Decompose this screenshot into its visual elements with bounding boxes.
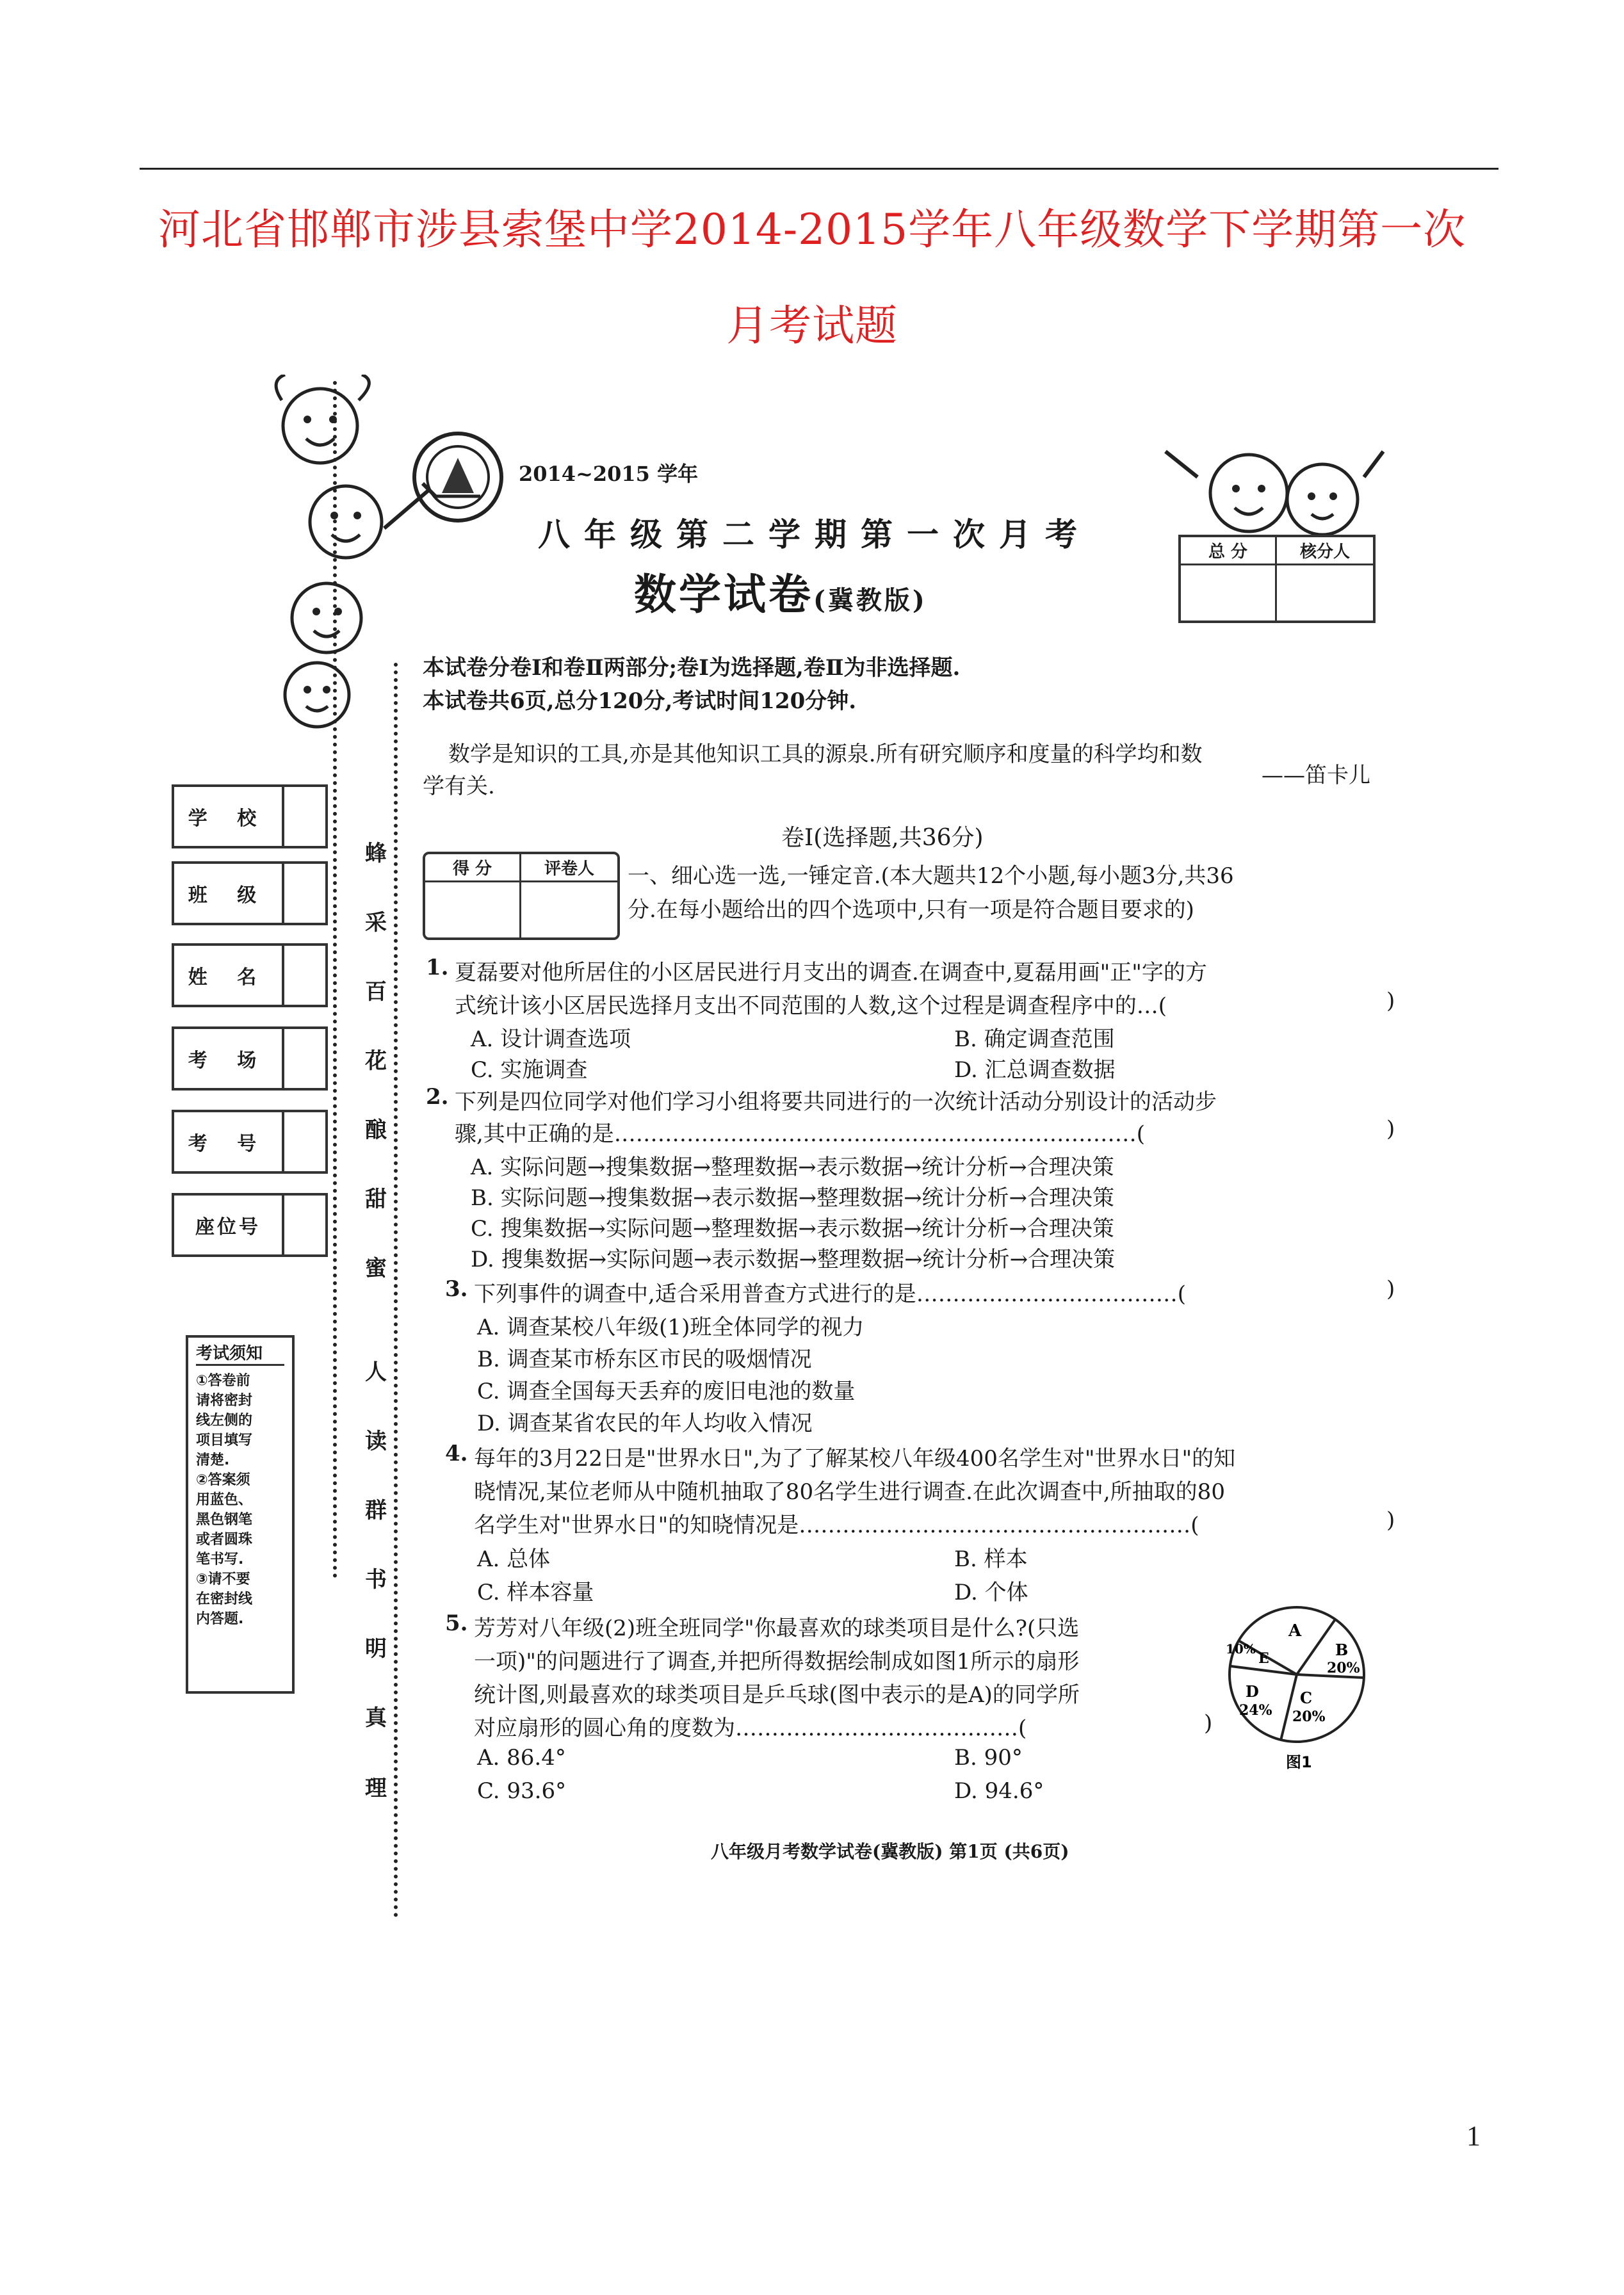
question-text-line: 晓情况,某位老师从中随机抽取了80名学生进行调查.在此次调查中,所抽取的80 [474, 1479, 1225, 1505]
margin-char: 读 [365, 1429, 387, 1454]
question-text-line: 统计图,则最喜欢的球类项目是乒乓球(图中表示的是A)的同学所 [474, 1682, 1080, 1708]
field-label-exam-number: 考 号 [172, 1110, 284, 1174]
exam-title-text: 数学试卷 [634, 569, 813, 619]
question-text-line: 每年的3月22日是"世界水日",为了了解某校八年级400名学生对"世界水日"的知 [474, 1446, 1236, 1472]
grader-box [423, 852, 620, 940]
pie-label-e: E [1258, 1650, 1269, 1667]
question-text-line: 下列是四位同学对他们学习小组将要共同进行的一次统计活动分别设计的活动步 [455, 1089, 1217, 1115]
exam-title [634, 560, 927, 621]
field-label-school: 学 校 [172, 784, 284, 848]
score-box-header-total: 总 分 [1181, 537, 1277, 565]
seal-line-dotted [333, 381, 337, 1578]
question-number: 5. [445, 1610, 468, 1636]
notice-line: ②答案须 [196, 1472, 250, 1488]
question-text-line: 芳芳对八年级(2)班全班同学"你最喜欢的球类项目是什么?(只选 [474, 1616, 1080, 1641]
option-a: A. 设计调查选项 [471, 1026, 631, 1052]
option-c: C. 93.6° [477, 1778, 567, 1804]
figure-caption: 图1 [1286, 1753, 1312, 1771]
option-b: B. 实际问题→搜集数据→表示数据→整理数据→统计分析→合理决策 [471, 1185, 1115, 1211]
quote-author: ——笛卡儿 [1262, 763, 1370, 788]
field-input-name[interactable] [279, 943, 328, 1007]
score-box-total-cell[interactable] [1181, 565, 1277, 620]
pie-pct-d: 24% [1239, 1702, 1272, 1719]
margin-char: 甜 [365, 1187, 387, 1212]
notice-line: 或者圆珠 [196, 1532, 253, 1548]
exam-notice-box [186, 1335, 295, 1694]
notice-line: 线左侧的 [196, 1413, 253, 1429]
question-number: 1. [426, 955, 449, 980]
pie-pct-b: 20% [1327, 1660, 1360, 1676]
option-b: B. 确定调查范围 [954, 1026, 1115, 1052]
scanned-exam-page [154, 375, 1434, 1924]
option-b: B. 调查某市桥东区市民的吸烟情况 [477, 1347, 812, 1372]
notice-line: 黑色钢笔 [196, 1512, 253, 1528]
margin-char: 明 [365, 1636, 387, 1662]
field-input-room[interactable] [279, 1026, 328, 1091]
field-input-exam-number[interactable] [279, 1110, 328, 1174]
option-d: D. 94.6° [954, 1778, 1044, 1804]
section-heading: 卷Ⅰ(选择题,共36分) [781, 825, 984, 851]
total-score-box [1178, 535, 1376, 623]
question-text-line: 夏磊要对他所居住的小区居民进行月支出的调查.在调查中,夏磊用画"正"字的方 [455, 960, 1207, 985]
quote-line-2: 学有关. [423, 774, 495, 799]
margin-char: 采 [365, 910, 387, 936]
field-input-school[interactable] [279, 784, 328, 848]
notice-line: 请将密封 [196, 1393, 253, 1409]
pie-pct-c: 20% [1292, 1708, 1326, 1725]
margin-char: 百 [365, 979, 387, 1005]
option-d: D. 个体 [954, 1580, 1028, 1605]
school-year: 2014~2015 学年 [519, 462, 699, 486]
notice-line: ①答卷前 [196, 1373, 250, 1389]
document-title-line-1: 河北省邯郸市涉县索堡中学2014-2015学年八年级数学下学期第一次 [158, 205, 1466, 254]
notice-line: 项目填写 [196, 1432, 253, 1448]
field-label-name: 姓 名 [172, 943, 284, 1007]
option-d: D. 搜集数据→实际问题→表示数据→整理数据→统计分析→合理决策 [471, 1247, 1116, 1272]
grader-box-grader-cell[interactable] [521, 882, 617, 937]
top-rule [140, 168, 1498, 170]
part1-instruction-line-2: 分.在每小题给出的四个选项中,只有一项是符合题目要求的) [628, 897, 1194, 923]
intro-line-1: 本试卷分卷Ⅰ和卷Ⅱ两部分;卷Ⅰ为选择题,卷Ⅱ为非选择题. [423, 655, 961, 681]
page-number: 1 [1466, 2120, 1481, 2152]
notice-line: 内答题. [196, 1611, 244, 1627]
pie-label-c: C [1300, 1689, 1313, 1707]
score-box-checker-cell[interactable] [1277, 565, 1373, 620]
exam-notice-title: 考试须知 [196, 1344, 284, 1366]
question-text-line: 式统计该小区居民选择月支出不同范围的人数,这个过程是调查程序中的…( [455, 993, 1167, 1019]
option-d: D. 汇总调查数据 [954, 1057, 1116, 1083]
option-c: C. 调查全国每天丢弃的废旧电池的数量 [477, 1379, 856, 1404]
option-a: A. 总体 [477, 1546, 551, 1572]
notice-line: 在密封线 [196, 1591, 253, 1607]
question-number: 2. [426, 1084, 449, 1110]
grader-box-score-cell[interactable] [425, 882, 521, 937]
intro-line-2: 本试卷共6页,总分120分,考试时间120分钟. [423, 688, 857, 714]
exam-page-footer: 八年级月考数学试卷(冀教版) 第1页 (共6页) [711, 1841, 1069, 1862]
option-a: A. 实际问题→搜集数据→整理数据→表示数据→统计分析→合理决策 [471, 1155, 1114, 1180]
option-c: C. 实施调查 [471, 1057, 588, 1083]
option-a: A. 86.4° [477, 1745, 566, 1771]
option-a: A. 调查某校八年级(1)班全体同学的视力 [477, 1315, 865, 1340]
margin-char: 书 [365, 1567, 387, 1593]
pie-label-b: B [1335, 1641, 1349, 1659]
margin-char: 理 [365, 1776, 387, 1801]
option-b: B. 90° [954, 1745, 1023, 1771]
notice-line: 清楚. [196, 1452, 230, 1468]
field-input-seat[interactable] [279, 1193, 328, 1257]
figure-1-pie-chart [1217, 1594, 1390, 1774]
pie-label-d: D [1246, 1682, 1259, 1701]
question-text-line: 下列事件的调查中,适合采用普查方式进行的是………………………………( [474, 1281, 1187, 1307]
notice-line: 用蓝色、 [196, 1492, 253, 1508]
notice-line: 笔书写. [196, 1552, 244, 1568]
question-number: 3. [445, 1276, 468, 1302]
answer-blank-close: ) [1386, 1507, 1395, 1533]
question-text-line: 骤,其中正确的是………………………………………………………………( [455, 1121, 1146, 1147]
field-label-room: 考 场 [172, 1026, 284, 1091]
answer-blank-close: ) [1204, 1710, 1213, 1736]
field-label-class: 班 级 [172, 861, 284, 925]
quote-line-1: 数学是知识的工具,亦是其他知识工具的源泉.所有研究顺序和度量的科学均和数 [448, 742, 1203, 767]
exam-subtitle: 八年级第二学期第一次月考 [538, 515, 1091, 553]
option-c: C. 搜集数据→实际问题→整理数据→表示数据→统计分析→合理决策 [471, 1216, 1114, 1242]
margin-char: 酿 [365, 1117, 387, 1143]
option-d: D. 调查某省农民的年人均收入情况 [477, 1411, 813, 1436]
question-text-line: 一项)"的问题进行了调查,并把所得数据绘制成如图1所示的扇形 [474, 1649, 1080, 1675]
question-text-line: 名学生对"世界水日"的知晓情况是………………………………………………( [474, 1512, 1199, 1538]
score-box-header-checker: 核分人 [1277, 537, 1373, 565]
margin-char: 群 [365, 1498, 387, 1523]
answer-blank-close: ) [1386, 1276, 1395, 1302]
grader-box-header-score: 得 分 [425, 854, 521, 882]
question-number: 4. [445, 1441, 468, 1466]
margin-char: 人 [365, 1359, 387, 1385]
document-title-line-2: 月考试题 [726, 301, 898, 350]
exam-edition: (冀教版) [813, 585, 927, 615]
pie-pct-e: 10% [1226, 1641, 1256, 1657]
school-seal-logo [410, 429, 506, 525]
margin-char: 花 [365, 1048, 387, 1074]
margin-char: 真 [365, 1705, 387, 1731]
answer-blank-close: ) [1386, 988, 1395, 1014]
question-text-line: 对应扇形的圆心角的度数为…………………………………( [474, 1715, 1027, 1741]
answer-blank-close: ) [1386, 1116, 1395, 1142]
pie-label-a: A [1288, 1621, 1302, 1641]
field-label-seat: 座位号 [172, 1193, 284, 1257]
option-c: C. 样本容量 [477, 1580, 594, 1605]
part1-instruction-line-1: 一、细心选一选,一锤定音.(本大题共12个小题,每小题3分,共36 [628, 863, 1234, 889]
seal-line-dotted-2 [394, 663, 398, 1918]
notice-line: ③请不要 [196, 1571, 250, 1587]
grader-box-header-grader: 评卷人 [521, 854, 617, 882]
option-b: B. 样本 [954, 1546, 1028, 1572]
cartoon-kids-right-illustration [1153, 439, 1390, 547]
field-input-class[interactable] [279, 861, 328, 925]
margin-char: 蜂 [365, 841, 387, 866]
margin-char: 蜜 [365, 1256, 387, 1281]
